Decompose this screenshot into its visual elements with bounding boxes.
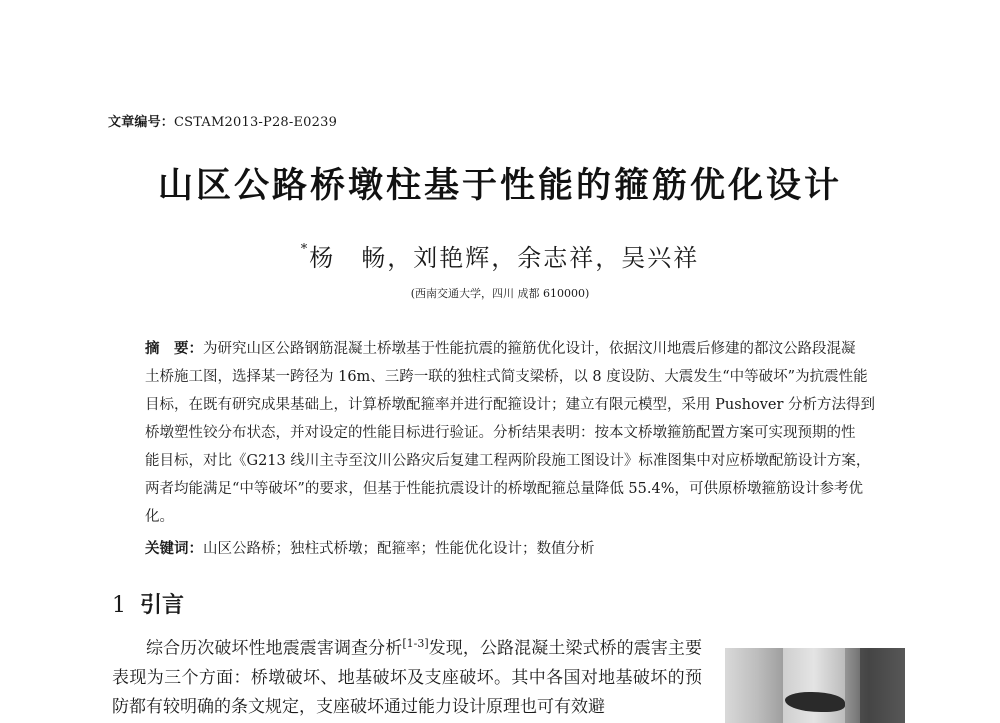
keywords — [145, 537, 595, 558]
damage-photo — [725, 648, 905, 723]
keywords-value: 山区公路桥；独柱式桥墩；配箍率；性能优化设计；数值分析 — [203, 541, 595, 557]
keywords-label: 关键词： — [145, 541, 203, 557]
author-list — [0, 238, 1000, 273]
abstract-line: 能目标，对比《G213 线川主寺至汶川公路灾后复建工程两阶段施工图设计》标准图集中对应桥墩配筋设计方案， — [145, 453, 871, 469]
citation-ref: [1-3] — [402, 637, 429, 650]
section-heading — [112, 588, 184, 619]
article-number — [108, 111, 337, 130]
body-text-after-ref: 发现，公路混凝土梁式桥的震害主要表现为三个方面：桥墩破坏、地基破坏及支座破坏。其中各国对地基破坏的预防都有较明确的条文规定，支座破坏通过能力设计原理也可有效避 — [112, 638, 703, 717]
body-text-before-ref: 综合历次破坏性地震震害调查分析 — [146, 638, 403, 659]
abstract-line: 两者均能满足“中等破坏”的要求，但基于性能抗震设计的桥墩配箍总量降低 55.4%，可供原桥墩箍筋设计参考优 — [145, 481, 863, 497]
abstract-line: 化。 — [145, 509, 174, 525]
affiliation: (西南交通大学，四川 成都 610000) — [410, 287, 590, 300]
corresponding-author-mark: * — [300, 242, 310, 257]
abstract-line: 为研究山区公路钢筋混凝土桥墩基于性能抗震的箍筋优化设计，依据汶川地震后修建的都汶公路段混凝 — [203, 341, 856, 357]
section-number: 1 — [112, 593, 126, 618]
abstract-line: 土桥施工图，选择某一跨径为 16m、三跨一联的独柱式简支梁桥，以 8 度设防、大震发生“中等破坏”为抗震性能 — [145, 369, 868, 385]
abstract-line: 桥墩塑性铰分布状态，并对设定的性能目标进行验证。分析结果表明：按本文桥墩箍筋配置方案可实现预期的性 — [145, 425, 856, 441]
paper-title: 山区公路桥墩柱基于性能的箍筋优化设计 — [157, 166, 842, 206]
author-names: 杨 畅，刘艳辉，余志祥，吴兴祥 — [309, 244, 700, 272]
article-number-value: CSTAM2013-P28-E0239 — [174, 115, 338, 130]
body-paragraph — [112, 629, 702, 722]
section-title: 引言 — [140, 593, 185, 618]
article-number-label: 文章编号： — [108, 115, 175, 130]
abstract-line: 目标，在既有研究成果基础上，计算桥墩配箍率并进行配箍设计；建立有限元模型，采用 Pushover 分析方法得到 — [145, 397, 876, 413]
abstract — [145, 335, 897, 531]
photo-shadow — [860, 648, 905, 723]
abstract-label: 摘 要： — [145, 341, 203, 357]
